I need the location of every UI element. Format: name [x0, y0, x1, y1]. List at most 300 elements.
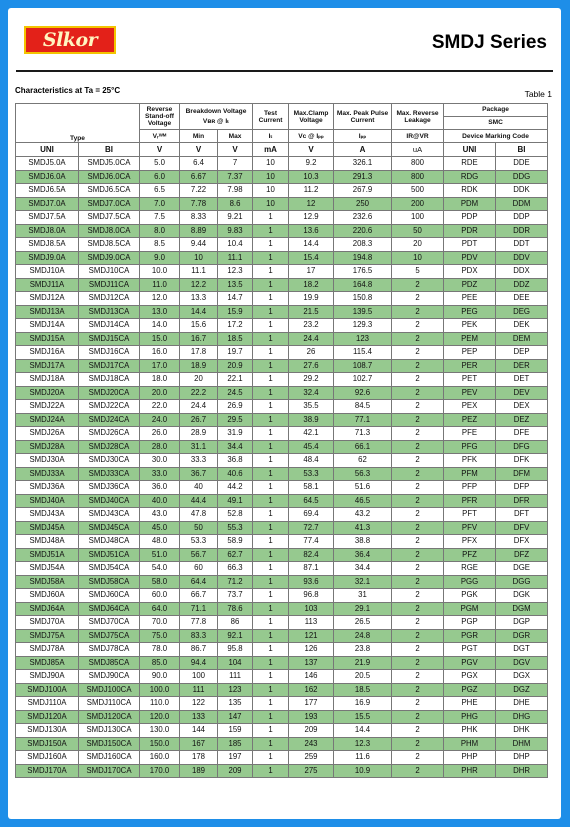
bi-type-cell: SMDJ160CA	[79, 751, 140, 765]
ipp-cell: 46.5	[334, 494, 392, 508]
vbr-max-cell: 11.1	[218, 251, 253, 265]
bi-mark-cell: DDZ	[496, 278, 548, 292]
it-cell: 1	[253, 589, 289, 603]
vrwm-cell: 7.0	[140, 197, 180, 211]
vrwm-cell: 40.0	[140, 494, 180, 508]
it-cell: 1	[253, 751, 289, 765]
ir-vr-label: IR@VR	[392, 130, 444, 143]
vc-cell: 10.3	[289, 170, 334, 184]
it-cell: 1	[253, 521, 289, 535]
vbr-max-cell: 52.8	[218, 508, 253, 522]
ir-cell: 2	[392, 751, 444, 765]
uni-type-cell: SMDJ120A	[16, 710, 79, 724]
it-cell: 1	[253, 724, 289, 738]
bi-mark-cell: DER	[496, 359, 548, 373]
ir-cell: 2	[392, 386, 444, 400]
ir-cell: 2	[392, 292, 444, 306]
bi-mark-cell: DDX	[496, 265, 548, 279]
uni-mark-cell: PER	[444, 359, 496, 373]
ir-cell: 2	[392, 548, 444, 562]
table-row	[16, 481, 548, 495]
uni-mark-cell: PDR	[444, 224, 496, 238]
uni-marking-header: UNI	[444, 143, 496, 157]
vrwm-cell: 78.0	[140, 643, 180, 657]
vrwm-cell: 110.0	[140, 697, 180, 711]
bi-mark-cell: DFX	[496, 535, 548, 549]
vbr-min-cell: 28.9	[180, 427, 218, 441]
vbr-min-cell: 13.3	[180, 292, 218, 306]
ir-cell: 500	[392, 184, 444, 198]
ipp-cell: 267.9	[334, 184, 392, 198]
it-cell: 1	[253, 440, 289, 454]
bi-type-cell: SMDJ78CA	[79, 643, 140, 657]
vbr-max-cell: 14.7	[218, 292, 253, 306]
uni-mark-cell: PDX	[444, 265, 496, 279]
vbr-min-cell: 12.2	[180, 278, 218, 292]
bi-type-cell: SMDJ36CA	[79, 481, 140, 495]
ir-cell: 2	[392, 643, 444, 657]
vrwm-cell: 43.0	[140, 508, 180, 522]
bi-mark-cell: DDR	[496, 224, 548, 238]
table-row	[16, 400, 548, 414]
ipp-cell: 66.1	[334, 440, 392, 454]
it-cell: 10	[253, 157, 289, 171]
vrwm-cell: 22.0	[140, 400, 180, 414]
vc-cell: 209	[289, 724, 334, 738]
ir-cell: 2	[392, 319, 444, 333]
uni-type-cell: SMDJ45A	[16, 521, 79, 535]
vrwm-cell: 58.0	[140, 575, 180, 589]
table-row	[16, 224, 548, 238]
ipp-cell: 10.9	[334, 764, 392, 778]
bi-mark-cell: DHE	[496, 697, 548, 711]
bi-type-cell: SMDJ24CA	[79, 413, 140, 427]
ipp-cell: 108.7	[334, 359, 392, 373]
uni-mark-cell: RGE	[444, 562, 496, 576]
bi-mark-cell: DEX	[496, 400, 548, 414]
table-row	[16, 616, 548, 630]
bi-mark-cell: DEZ	[496, 413, 548, 427]
vrwm-cell: 36.0	[140, 481, 180, 495]
bi-type-cell: SMDJ70CA	[79, 616, 140, 630]
uni-mark-cell: PDM	[444, 197, 496, 211]
bi-mark-cell: DFG	[496, 440, 548, 454]
vc-cell: 77.4	[289, 535, 334, 549]
ir-cell: 2	[392, 737, 444, 751]
vbr-max-cell: 26.9	[218, 400, 253, 414]
bi-header: BI	[79, 143, 140, 157]
characteristics-caption: Characteristics at Ta = 25°C	[15, 86, 121, 95]
vrwm-cell: 8.0	[140, 224, 180, 238]
bi-mark-cell: DFT	[496, 508, 548, 522]
vbr-max-cell: 9.83	[218, 224, 253, 238]
uni-type-cell: SMDJ36A	[16, 481, 79, 495]
vrwm-cell: 100.0	[140, 683, 180, 697]
vbr-max-cell: 58.9	[218, 535, 253, 549]
uni-mark-cell: PHK	[444, 724, 496, 738]
vrwm-cell: 8.5	[140, 238, 180, 252]
vbr-min-cell: 60	[180, 562, 218, 576]
table-row	[16, 683, 548, 697]
it-cell: 1	[253, 670, 289, 684]
bi-type-cell: SMDJ60CA	[79, 589, 140, 603]
table-label: Table 1	[524, 89, 552, 99]
vbr-min-cell: 7.78	[180, 197, 218, 211]
table-row	[16, 535, 548, 549]
bi-type-cell: SMDJ28CA	[79, 440, 140, 454]
uni-mark-cell: PDZ	[444, 278, 496, 292]
bi-type-cell: SMDJ51CA	[79, 548, 140, 562]
uni-header: UNI	[16, 143, 79, 157]
ipp-cell: 32.1	[334, 575, 392, 589]
ipp-cell: 139.5	[334, 305, 392, 319]
uni-mark-cell: PEZ	[444, 413, 496, 427]
bi-mark-cell: DHK	[496, 724, 548, 738]
uni-mark-cell: RDE	[444, 157, 496, 171]
uni-type-cell: SMDJ14A	[16, 319, 79, 333]
bi-mark-cell: DFK	[496, 454, 548, 468]
ir-cell: 800	[392, 157, 444, 171]
uni-type-cell: SMDJ5.0A	[16, 157, 79, 171]
vbr-min-cell: 94.4	[180, 656, 218, 670]
ir-cell: 2	[392, 724, 444, 738]
vrwm-cell: 6.0	[140, 170, 180, 184]
it-cell: 1	[253, 427, 289, 441]
vc-cell: 26	[289, 346, 334, 360]
vbr-min-cell: 64.4	[180, 575, 218, 589]
table-row	[16, 751, 548, 765]
ipp-cell: 41.3	[334, 521, 392, 535]
it-cell: 10	[253, 170, 289, 184]
uni-mark-cell: PEX	[444, 400, 496, 414]
vbr-min-cell: 15.6	[180, 319, 218, 333]
ipp-cell: 220.6	[334, 224, 392, 238]
table-row	[16, 251, 548, 265]
vbr-min-cell: 7.22	[180, 184, 218, 198]
table-row	[16, 575, 548, 589]
vbr-max-cell: 40.6	[218, 467, 253, 481]
it-cell: 1	[253, 251, 289, 265]
ir-cell: 800	[392, 170, 444, 184]
ipp-cell: 24.8	[334, 629, 392, 643]
vc-cell: 72.7	[289, 521, 334, 535]
ir-cell: 2	[392, 413, 444, 427]
uni-mark-cell: PFZ	[444, 548, 496, 562]
ir-cell: 2	[392, 602, 444, 616]
it-cell: 1	[253, 629, 289, 643]
vbr-max-cell: 104	[218, 656, 253, 670]
unit-v3: V	[218, 143, 253, 157]
vbr-min-cell: 66.7	[180, 589, 218, 603]
uni-mark-cell: PDV	[444, 251, 496, 265]
bi-type-cell: SMDJ5.0CA	[79, 157, 140, 171]
bi-type-cell: SMDJ20CA	[79, 386, 140, 400]
table-row	[16, 508, 548, 522]
vbr-min-cell: 56.7	[180, 548, 218, 562]
vc-cell: 18.2	[289, 278, 334, 292]
vbr-max-cell: 9.21	[218, 211, 253, 225]
package-label: Package	[444, 104, 547, 117]
unit-a: A	[334, 143, 392, 157]
vrwm-cell: 60.0	[140, 589, 180, 603]
uni-mark-cell: PGX	[444, 670, 496, 684]
it-cell: 10	[253, 184, 289, 198]
bi-type-cell: SMDJ40CA	[79, 494, 140, 508]
breakdown-header	[180, 104, 253, 130]
uni-mark-cell: PHP	[444, 751, 496, 765]
vbr-max-cell: 31.9	[218, 427, 253, 441]
vc-cell: 126	[289, 643, 334, 657]
ir-cell: 10	[392, 251, 444, 265]
ir-cell: 2	[392, 278, 444, 292]
uni-mark-cell: PGR	[444, 629, 496, 643]
bi-marking-header: BI	[496, 143, 548, 157]
bi-type-cell: SMDJ64CA	[79, 602, 140, 616]
ipp-cell: 92.6	[334, 386, 392, 400]
table-row	[16, 413, 548, 427]
vrwm-cell: 45.0	[140, 521, 180, 535]
it-cell: 10	[253, 197, 289, 211]
vbr-max-cell: 49.1	[218, 494, 253, 508]
bi-type-cell: SMDJ11CA	[79, 278, 140, 292]
vc-cell: 12.9	[289, 211, 334, 225]
vbr-max-cell: 12.3	[218, 265, 253, 279]
bi-mark-cell: DFV	[496, 521, 548, 535]
vbr-max-cell: 66.3	[218, 562, 253, 576]
vrwm-cell: 64.0	[140, 602, 180, 616]
vbr-max-cell: 15.9	[218, 305, 253, 319]
ir-cell: 2	[392, 683, 444, 697]
vc-cell: 48.4	[289, 454, 334, 468]
uni-type-cell: SMDJ33A	[16, 467, 79, 481]
uni-mark-cell: PFR	[444, 494, 496, 508]
slkor-logo	[24, 26, 116, 54]
ir-cell: 2	[392, 467, 444, 481]
vbr-min-cell: 24.4	[180, 400, 218, 414]
vbr-max-cell: 34.4	[218, 440, 253, 454]
table-row	[16, 548, 548, 562]
vbr-min-cell: 144	[180, 724, 218, 738]
ir-cell: 2	[392, 373, 444, 387]
vc-cell: 243	[289, 737, 334, 751]
unit-ua: uA	[392, 143, 444, 157]
vc-cell: 14.4	[289, 238, 334, 252]
vbr-max-cell: 159	[218, 724, 253, 738]
uni-mark-cell: PFP	[444, 481, 496, 495]
it-cell: 1	[253, 643, 289, 657]
bi-mark-cell: DFP	[496, 481, 548, 495]
ir-cell: 200	[392, 197, 444, 211]
ipp-cell: 56.3	[334, 467, 392, 481]
uni-type-cell: SMDJ28A	[16, 440, 79, 454]
it-cell: 1	[253, 359, 289, 373]
vbr-max-cell: 95.8	[218, 643, 253, 657]
vrwm-cell: 7.5	[140, 211, 180, 225]
uni-type-cell: SMDJ64A	[16, 602, 79, 616]
bi-type-cell: SMDJ48CA	[79, 535, 140, 549]
vc-cell: 93.6	[289, 575, 334, 589]
bi-type-cell: SMDJ100CA	[79, 683, 140, 697]
logo-text: Slkor	[42, 29, 98, 51]
uni-type-cell: SMDJ110A	[16, 697, 79, 711]
uni-type-cell: SMDJ40A	[16, 494, 79, 508]
uni-mark-cell: PEM	[444, 332, 496, 346]
uni-mark-cell: PHM	[444, 737, 496, 751]
it-cell: 1	[253, 211, 289, 225]
vbr-min-cell: 53.3	[180, 535, 218, 549]
ir-cell: 2	[392, 481, 444, 495]
vbr-min-cell: 111	[180, 683, 218, 697]
uni-type-cell: SMDJ6.0A	[16, 170, 79, 184]
uni-mark-cell: PEP	[444, 346, 496, 360]
ipp-cell: 43.2	[334, 508, 392, 522]
table-row	[16, 454, 548, 468]
ipp-cell: 36.4	[334, 548, 392, 562]
unit-ma: mA	[253, 143, 289, 157]
vbr-max-cell: 24.5	[218, 386, 253, 400]
vc-cell: 53.3	[289, 467, 334, 481]
uni-type-cell: SMDJ22A	[16, 400, 79, 414]
vbr-min-cell: 122	[180, 697, 218, 711]
vrwm-cell: 26.0	[140, 427, 180, 441]
vbr-max-cell: 10.4	[218, 238, 253, 252]
bi-type-cell: SMDJ75CA	[79, 629, 140, 643]
uni-type-cell: SMDJ12A	[16, 292, 79, 306]
vc-cell: 21.5	[289, 305, 334, 319]
ir-cell: 2	[392, 521, 444, 535]
it-cell: 1	[253, 305, 289, 319]
table-row	[16, 602, 548, 616]
uni-type-cell: SMDJ26A	[16, 427, 79, 441]
table-row	[16, 238, 548, 252]
it-label: Iₜ	[253, 130, 289, 143]
bi-mark-cell: DEV	[496, 386, 548, 400]
uni-mark-cell: RDG	[444, 170, 496, 184]
vc-cell: 69.4	[289, 508, 334, 522]
uni-type-cell: SMDJ20A	[16, 386, 79, 400]
uni-mark-cell: PGK	[444, 589, 496, 603]
bi-type-cell: SMDJ17CA	[79, 359, 140, 373]
uni-type-cell: SMDJ13A	[16, 305, 79, 319]
uni-type-cell: SMDJ8.0A	[16, 224, 79, 238]
ipp-cell: 129.3	[334, 319, 392, 333]
vbr-max-cell: 17.2	[218, 319, 253, 333]
bi-type-cell: SMDJ9.0CA	[79, 251, 140, 265]
vbr-max-cell: 22.1	[218, 373, 253, 387]
ipp-cell: 326.1	[334, 157, 392, 171]
uni-type-cell: SMDJ30A	[16, 454, 79, 468]
ipp-cell: 84.5	[334, 400, 392, 414]
table-row	[16, 764, 548, 778]
uni-mark-cell: PFT	[444, 508, 496, 522]
uni-mark-cell: RDK	[444, 184, 496, 198]
uni-type-cell: SMDJ54A	[16, 562, 79, 576]
ir-cell: 2	[392, 440, 444, 454]
bi-type-cell: SMDJ15CA	[79, 332, 140, 346]
uni-mark-cell: PGZ	[444, 683, 496, 697]
ir-cell: 100	[392, 211, 444, 225]
ir-cell: 2	[392, 670, 444, 684]
uni-mark-cell: PFV	[444, 521, 496, 535]
bi-mark-cell: DFR	[496, 494, 548, 508]
uni-type-cell: SMDJ7.0A	[16, 197, 79, 211]
vbr-max-cell: 55.3	[218, 521, 253, 535]
vrwm-cell: 17.0	[140, 359, 180, 373]
vbr-max-cell: 18.5	[218, 332, 253, 346]
it-cell: 1	[253, 683, 289, 697]
vbr-it-label: Vʙʀ @ Iₜ	[202, 118, 230, 125]
vrwm-cell: 16.0	[140, 346, 180, 360]
vbr-min-cell: 40	[180, 481, 218, 495]
uni-type-cell: SMDJ6.5A	[16, 184, 79, 198]
vc-cell: 113	[289, 616, 334, 630]
ipp-cell: 176.5	[334, 265, 392, 279]
uni-type-cell: SMDJ170A	[16, 764, 79, 778]
vbr-max-cell: 197	[218, 751, 253, 765]
it-cell: 1	[253, 278, 289, 292]
vc-cell: 19.9	[289, 292, 334, 306]
bi-mark-cell: DFE	[496, 427, 548, 441]
bi-mark-cell: DDP	[496, 211, 548, 225]
table-row	[16, 292, 548, 306]
it-cell: 1	[253, 386, 289, 400]
reverse-standoff-header: Reverse Stand-off Voltage	[140, 104, 180, 130]
it-cell: 1	[253, 238, 289, 252]
vc-cell: 275	[289, 764, 334, 778]
vbr-max-cell: 78.6	[218, 602, 253, 616]
vrwm-cell: 20.0	[140, 386, 180, 400]
it-cell: 1	[253, 548, 289, 562]
bi-type-cell: SMDJ110CA	[79, 697, 140, 711]
uni-mark-cell: PGM	[444, 602, 496, 616]
uni-type-cell: SMDJ150A	[16, 737, 79, 751]
it-cell: 1	[253, 224, 289, 238]
ir-cell: 5	[392, 265, 444, 279]
ir-cell: 2	[392, 575, 444, 589]
vc-ipp-label: Vc @ Iₚₚ	[289, 130, 334, 143]
vbr-min-cell: 22.2	[180, 386, 218, 400]
vbr-min-cell: 83.3	[180, 629, 218, 643]
table-row	[16, 305, 548, 319]
vbr-min-cell: 9.44	[180, 238, 218, 252]
bi-type-cell: SMDJ130CA	[79, 724, 140, 738]
type-header: Type	[16, 104, 140, 143]
bi-type-cell: SMDJ22CA	[79, 400, 140, 414]
max-peak-header: Max. Peak Pulse Current	[334, 104, 392, 130]
vbr-min-cell: 50	[180, 521, 218, 535]
ir-cell: 2	[392, 629, 444, 643]
bi-type-cell: SMDJ6.0CA	[79, 170, 140, 184]
ipp-cell: 123	[334, 332, 392, 346]
vbr-max-cell: 86	[218, 616, 253, 630]
ir-cell: 2	[392, 494, 444, 508]
it-cell: 1	[253, 494, 289, 508]
test-current-header: Test Current	[253, 104, 289, 130]
vbr-min-cell: 47.8	[180, 508, 218, 522]
vrwm-cell: 160.0	[140, 751, 180, 765]
table-row	[16, 359, 548, 373]
uni-type-cell: SMDJ18A	[16, 373, 79, 387]
vrwm-cell: 51.0	[140, 548, 180, 562]
it-cell: 1	[253, 602, 289, 616]
vc-cell: 11.2	[289, 184, 334, 198]
bi-type-cell: SMDJ58CA	[79, 575, 140, 589]
vrwm-cell: 28.0	[140, 440, 180, 454]
uni-type-cell: SMDJ85A	[16, 656, 79, 670]
vrwm-cell: 90.0	[140, 670, 180, 684]
uni-type-cell: SMDJ70A	[16, 616, 79, 630]
bi-type-cell: SMDJ14CA	[79, 319, 140, 333]
